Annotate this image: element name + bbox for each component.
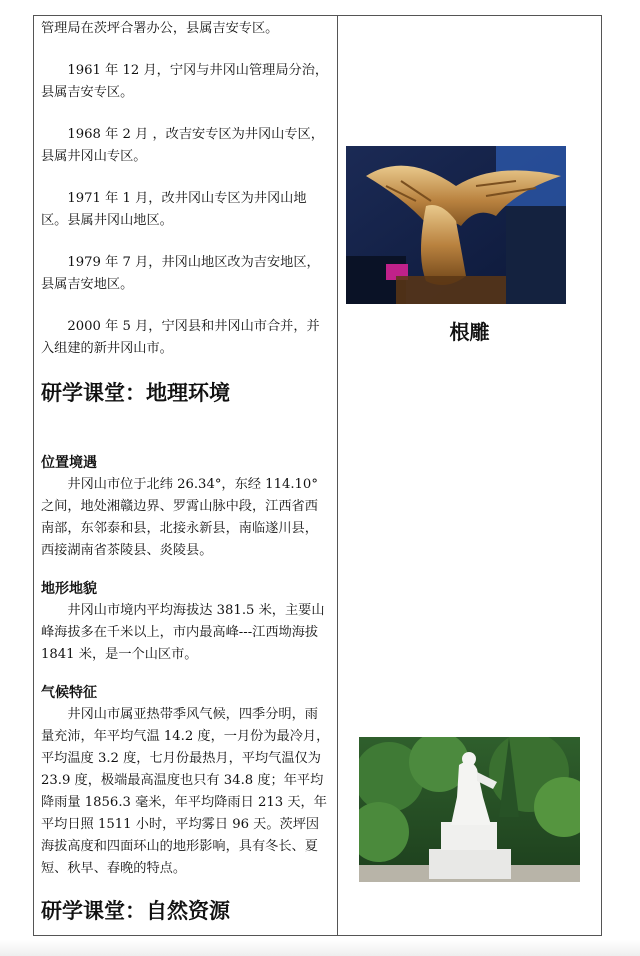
subheading-terrain: 地形地貌: [41, 581, 97, 597]
column-divider: [337, 15, 338, 936]
page-bottom-shade: [0, 940, 640, 956]
location-paragraph: 井冈山市位于北纬 26.34°，东经 114.10°之间，地处湘赣边界、罗霄山脉中段，江西省西南部，东邻泰和县，北接永新县，南临遂川县，西接湖南省茶陵县、炎陵县。: [41, 477, 318, 558]
history-paragraph: 管理局在茨坪合署办公，县属吉安专区。: [41, 21, 279, 36]
photo-caption: 根雕: [449, 320, 490, 344]
history-paragraph: 1961 年 12 月，宁冈与井冈山管理局分治，县属吉安专区。: [41, 63, 329, 100]
left-column: [41, 18, 331, 926]
subheading-location: 位置境遇: [41, 455, 97, 471]
terrain-paragraph: 井冈山市境内平均海拔达 381.5 米，主要山峰海拔多在千米以上，市内最高峰---江西坳海拔 1841 米，是一个山区市。: [41, 603, 325, 662]
root-carving-photo: [346, 146, 566, 304]
history-paragraph: 1971 年 1 月，改井冈山专区为井冈山地区。县属井冈山地区。: [41, 191, 307, 228]
climate-paragraph: 井冈山市属亚热带季风气候，四季分明，雨量充沛，年平均气温 14.2 度，一月份为最冷月，平均温度 3.2 度，七月份最热月，平均气温仅为 23.9 度，极端最高温度也只有 34.8 度；年平均降雨量 1856.3 毫米，年平均降雨日 213 天，年平均日照 1511 小时，平均雾日 96 天。茨坪因海拔高度和四面环山的地形影响，具有冬长、夏短、秋早、春晚的特点。: [41, 707, 330, 876]
statue-photo: [359, 737, 580, 882]
history-paragraph: 1968 年 2 月 ，改吉安专区为井冈山专区，县属井冈山专区。: [41, 127, 324, 164]
section-title-geography: 研学课堂：地理环境: [41, 381, 230, 405]
history-paragraph: 2000 年 5 月，宁冈县和井冈山市合并，并入组建的新井冈山市。: [41, 319, 320, 356]
section-title-resources: 研学课堂：自然资源: [41, 899, 230, 923]
subheading-climate: 气候特征: [41, 685, 97, 701]
history-paragraph: 1979 年 7 月，井冈山地区改为吉安地区，县属吉安地区。: [41, 255, 320, 292]
